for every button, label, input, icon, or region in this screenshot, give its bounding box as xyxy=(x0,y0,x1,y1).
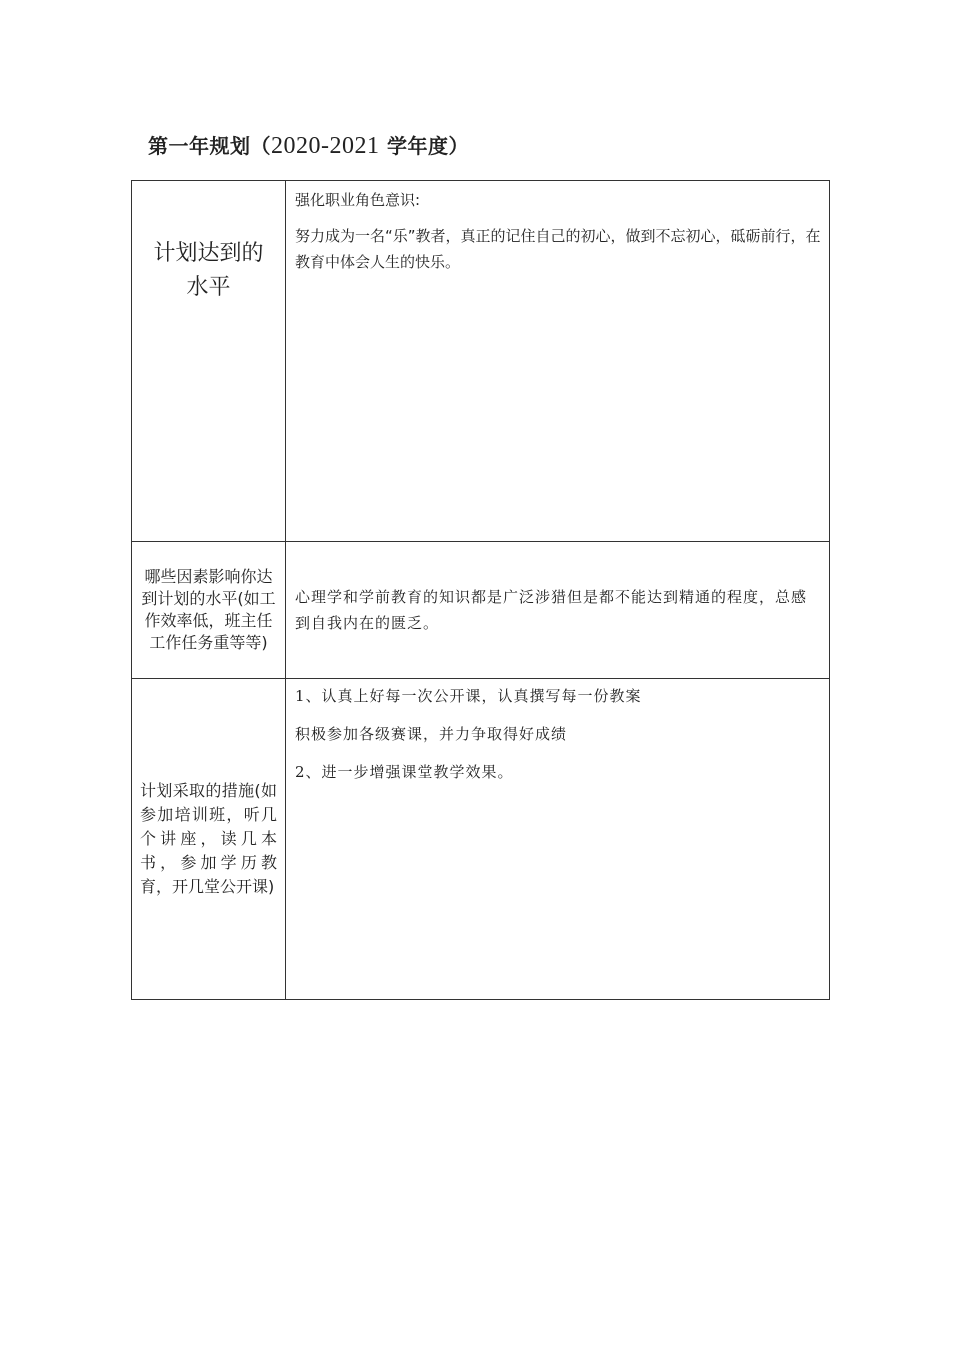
content-paragraph: 强化职业角色意识: xyxy=(295,191,421,209)
title-suffix: 学年度） xyxy=(379,134,469,158)
table-row-influencing-factors xyxy=(132,542,830,679)
content-paragraph: 2、进一步增强课堂教学效果。 xyxy=(295,763,514,781)
content-paragraph: 1、认真上好每一次公开课，认真撰写每一份教案 xyxy=(295,687,642,705)
table-row-target-level xyxy=(132,181,830,542)
row-content-cell xyxy=(286,679,830,1000)
content-paragraph: 努力成为一名“乐”教者，真正的记住自己的初心，做到不忘初心，砥砺前行，在教育中体会人生的快乐。 xyxy=(295,227,821,271)
row-content-influencing-factors xyxy=(286,542,829,678)
row-content-measures xyxy=(286,679,829,785)
row-label-cell xyxy=(132,542,286,679)
plan-table xyxy=(131,180,830,1000)
row-label-cell xyxy=(132,181,286,542)
title-prefix: 第一年规划（ xyxy=(148,134,271,158)
content-paragraph: 心理学和学前教育的知识都是广泛涉猎但是都不能达到精通的程度，总感到自我内在的匮乏。 xyxy=(295,588,808,632)
title-year: 2020-2021 xyxy=(271,133,380,159)
row-label-measures: 计划采取的措施(如参加培训班，听几个讲座，读几本书，参加学历教育，开几堂公开课) xyxy=(140,781,277,896)
row-label-influencing-factors: 哪些因素影响你达到计划的水平(如工作效率低，班主任工作任务重等等) xyxy=(141,567,276,652)
table-row-measures xyxy=(132,679,830,1000)
row-content-target-level xyxy=(286,181,829,275)
row-label-cell xyxy=(132,679,286,1000)
row-content-cell xyxy=(286,181,830,542)
row-content-cell xyxy=(286,542,830,679)
content-paragraph: 积极参加各级赛课，并力争取得好成绩 xyxy=(295,725,568,743)
row-label-target-level: 计划达到的水平 xyxy=(153,241,264,300)
